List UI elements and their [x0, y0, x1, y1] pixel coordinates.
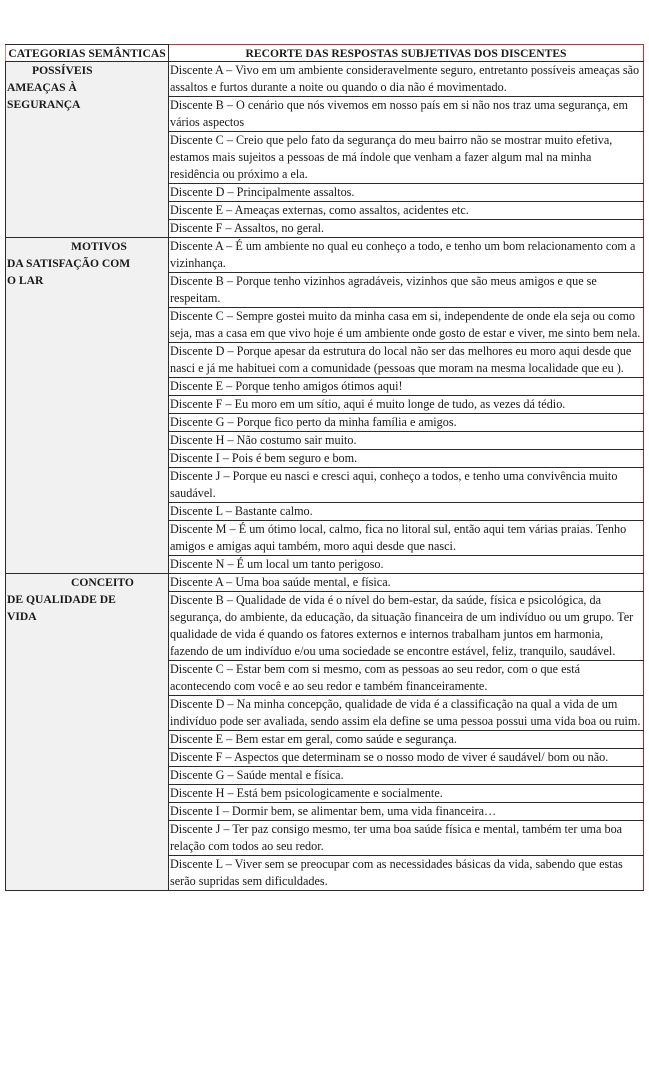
table-body — [6, 62, 644, 891]
response-cell: Discente N – É um local um tanto perigoso. — [169, 556, 644, 574]
response-cell: Discente J – Porque eu nasci e cresci aqui, conheço a todos, e tenho uma convivência muito saudável. — [169, 468, 644, 503]
response-cell: Discente A – É um ambiente no qual eu conheço a todo, e tenho um bom relacionamento com a vizinhança. — [169, 238, 644, 273]
response-cell: Discente F – Eu moro em um sítio, aqui é muito longe de tudo, as vezes dá tédio. — [169, 396, 644, 414]
response-cell: Discente D – Porque apesar da estrutura do local não ser das melhores eu moro aqui desde que nasci e já me habituei com a comunidade (pessoas que moram na mesma localidade que eu ). — [169, 343, 644, 378]
response-cell: Discente B – Porque tenho vizinhos agradáveis, vizinhos que são meus amigos e que se respeitam. — [169, 273, 644, 308]
response-cell: Discente D – Principalmente assaltos. — [169, 184, 644, 202]
response-cell: Discente G – Porque fico perto da minha família e amigos. — [169, 414, 644, 432]
category-line: POSSÍVEIS — [32, 64, 93, 77]
response-cell: Discente H – Está bem psicologicamente e socialmente. — [169, 785, 644, 803]
header-row — [6, 45, 644, 62]
response-cell: Discente H – Não costumo sair muito. — [169, 432, 644, 450]
category-line: MOTIVOS — [71, 240, 127, 253]
response-cell: Discente I – Dormir bem, se alimentar bem, uma vida financeira… — [169, 803, 644, 821]
response-cell: Discente D – Na minha concepção, qualidade de vida é a classificação na qual a vida de um indivíduo pode ser avaliada, sendo assim ela define se uma pessoa possui uma vida boa ou ruim. — [169, 696, 644, 731]
category-line: CONCEITO — [71, 576, 134, 589]
response-cell: Discente J – Ter paz consigo mesmo, ter uma boa saúde física e mental, também ter uma boa relação com todos ao seu redor. — [169, 821, 644, 856]
category-line: O LAR — [7, 274, 44, 287]
category-line: VIDA — [7, 610, 37, 623]
responses-table — [5, 44, 644, 891]
category-line: SEGURANÇA — [7, 98, 81, 111]
table-row — [6, 574, 644, 592]
response-cell: Discente M – É um ótimo local, calmo, fica no litoral sul, então aqui tem várias praias. Tenho amigos e amigas aqui também, moro aqui desde que nasci. — [169, 521, 644, 556]
response-cell: Discente A – Vivo em um ambiente consideravelmente seguro, entretanto possíveis ameaças são assaltos e furtos durante a noite ou quando o dia não é movimentado. — [169, 62, 644, 97]
response-cell: Discente B – Qualidade de vida é o nível do bem-estar, da saúde, física e psicológica, da segurança, do ambiente, da educação, da situação financeira de um indivíduo ou um grupo. Ter qualidade de vida é quando os fatores externos e internos trabalham juntos em harmonia, fazendo de um indivíduo e/ou uma sociedade se encontre estável, feliz, tranquilo, saudável. — [169, 592, 644, 661]
response-cell: Discente E – Ameaças externas, como assaltos, acidentes etc. — [169, 202, 644, 220]
response-cell: Discente G – Saúde mental e física. — [169, 767, 644, 785]
category-line: DA SATISFAÇÃO COM — [7, 257, 131, 270]
category-line: AMEAÇAS À — [7, 81, 77, 94]
response-cell: Discente I – Pois é bem seguro e bom. — [169, 450, 644, 468]
response-cell: Discente L – Viver sem se preocupar com as necessidades básicas da vida, sabendo que estas serão supridas sem dificuldades. — [169, 856, 644, 891]
response-cell: Discente C – Estar bem com si mesmo, com as pessoas ao seu redor, com o que está acontecendo com você e ao seu redor e também financeiramente. — [169, 661, 644, 696]
response-cell: Discente C – Sempre gostei muito da minha casa em si, independente de onde ela seja ou como seja, mas a casa em que vivo hoje é um ambiente onde gosto de estar e viver, me sinto bem nela. — [169, 308, 644, 343]
response-cell: Discente A – Uma boa saúde mental, e física. — [169, 574, 644, 592]
header-categories: CATEGORIAS SEMÂNTICAS — [6, 45, 169, 62]
category-cell — [6, 574, 169, 891]
response-cell: Discente F – Aspectos que determinam se o nosso modo de viver é saudável/ bom ou não. — [169, 749, 644, 767]
response-cell: Discente F – Assaltos, no geral. — [169, 220, 644, 238]
category-cell — [6, 62, 169, 238]
category-cell — [6, 238, 169, 574]
table-row — [6, 62, 644, 97]
response-cell: Discente E – Bem estar em geral, como saúde e segurança. — [169, 731, 644, 749]
table-row — [6, 238, 644, 273]
response-cell: Discente E – Porque tenho amigos ótimos aqui! — [169, 378, 644, 396]
header-responses: RECORTE DAS RESPOSTAS SUBJETIVAS DOS DISCENTES — [169, 45, 644, 62]
response-cell: Discente C – Creio que pelo fato da segurança do meu bairro não se mostrar muito efetiva, estamos mais sujeitos a pessoas de má índole que venham a fazer algum mal na minha residência ou próximo a ela. — [169, 132, 644, 184]
response-cell: Discente L – Bastante calmo. — [169, 503, 644, 521]
response-cell: Discente B – O cenário que nós vivemos em nosso país em si não nos traz uma segurança, em vários aspectos — [169, 97, 644, 132]
category-line: DE QUALIDADE DE — [7, 593, 116, 606]
